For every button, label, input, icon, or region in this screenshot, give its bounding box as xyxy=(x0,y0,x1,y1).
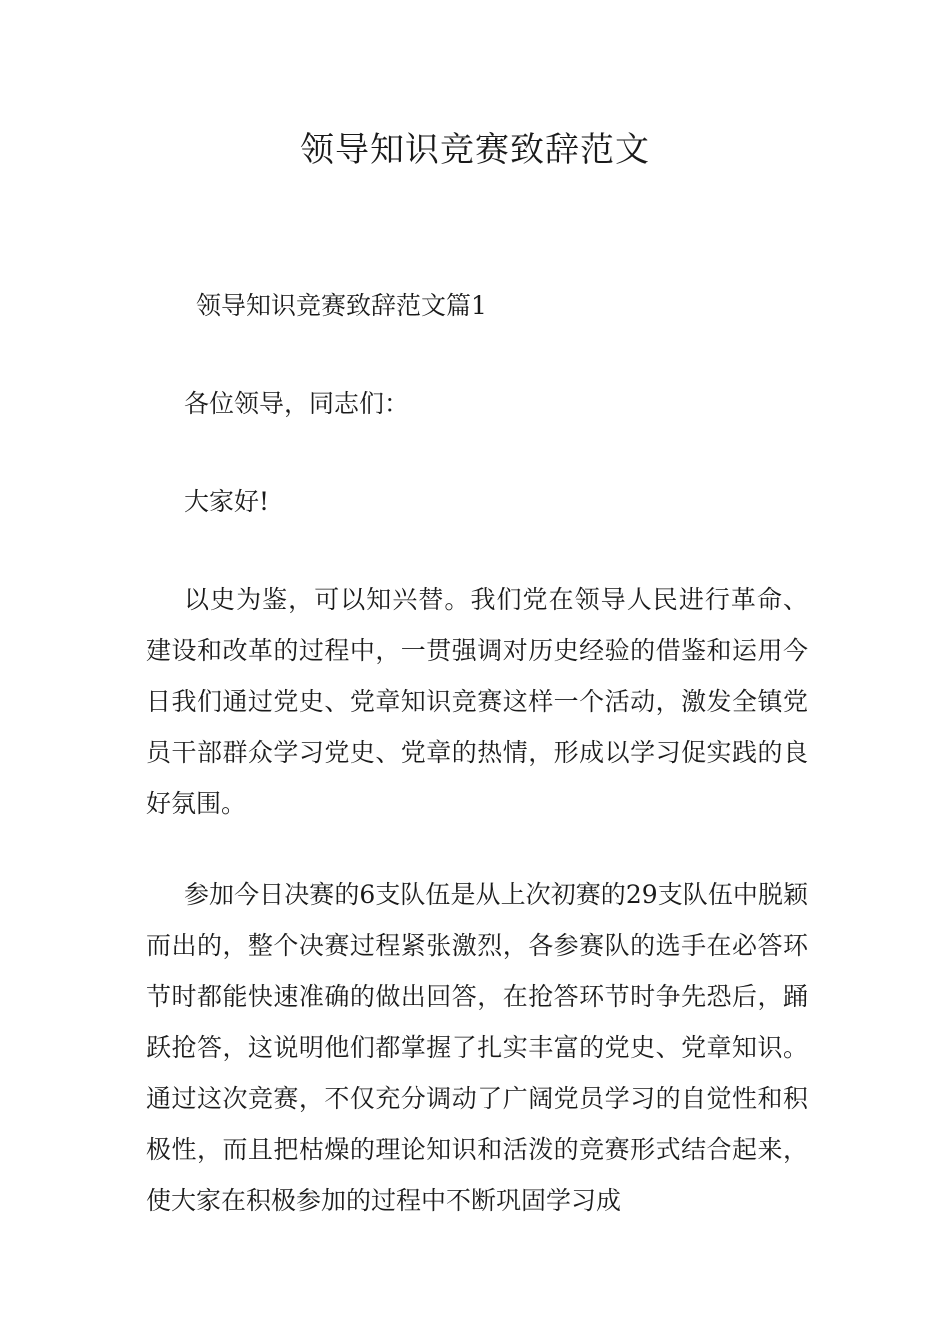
section-subtitle: 领导知识竞赛致辞范文篇1 xyxy=(196,291,487,320)
paragraph-2: 参加今日决赛的6支队伍是从上次初赛的29支队伍中脱颖而出的，整个决赛过程紧张激烈，各参赛队的选手在必答环节时都能快速准确的做出回答，在抢答环节时争先恐后，踊跃抢答，这说明他们都掌握了扎实丰富的党史、党章知识。通过这次竞赛，不仅充分调动了广阔党员学习的自觉性和积极性，而且把枯燥的理论知识和活泼的竞赛形式结合起来，使大家在积极参加的过程中不断巩固学习成 xyxy=(146,880,808,1215)
greeting-line: 大家好! xyxy=(184,487,270,516)
salutation: 各位领导，同志们： xyxy=(184,389,410,418)
document-title: 领导知识竞赛致辞范文 xyxy=(300,130,650,170)
paragraph-1: 以史为鉴，可以知兴替。我们党在领导人民进行革命、建设和改革的过程中，一贯强调对历史经验的借鉴和运用今日我们通过党史、党章知识竞赛这样一个活动，激发全镇党员干部群众学习党史、党章的热情，形成以学习促实践的良好氛围。 xyxy=(146,585,808,818)
